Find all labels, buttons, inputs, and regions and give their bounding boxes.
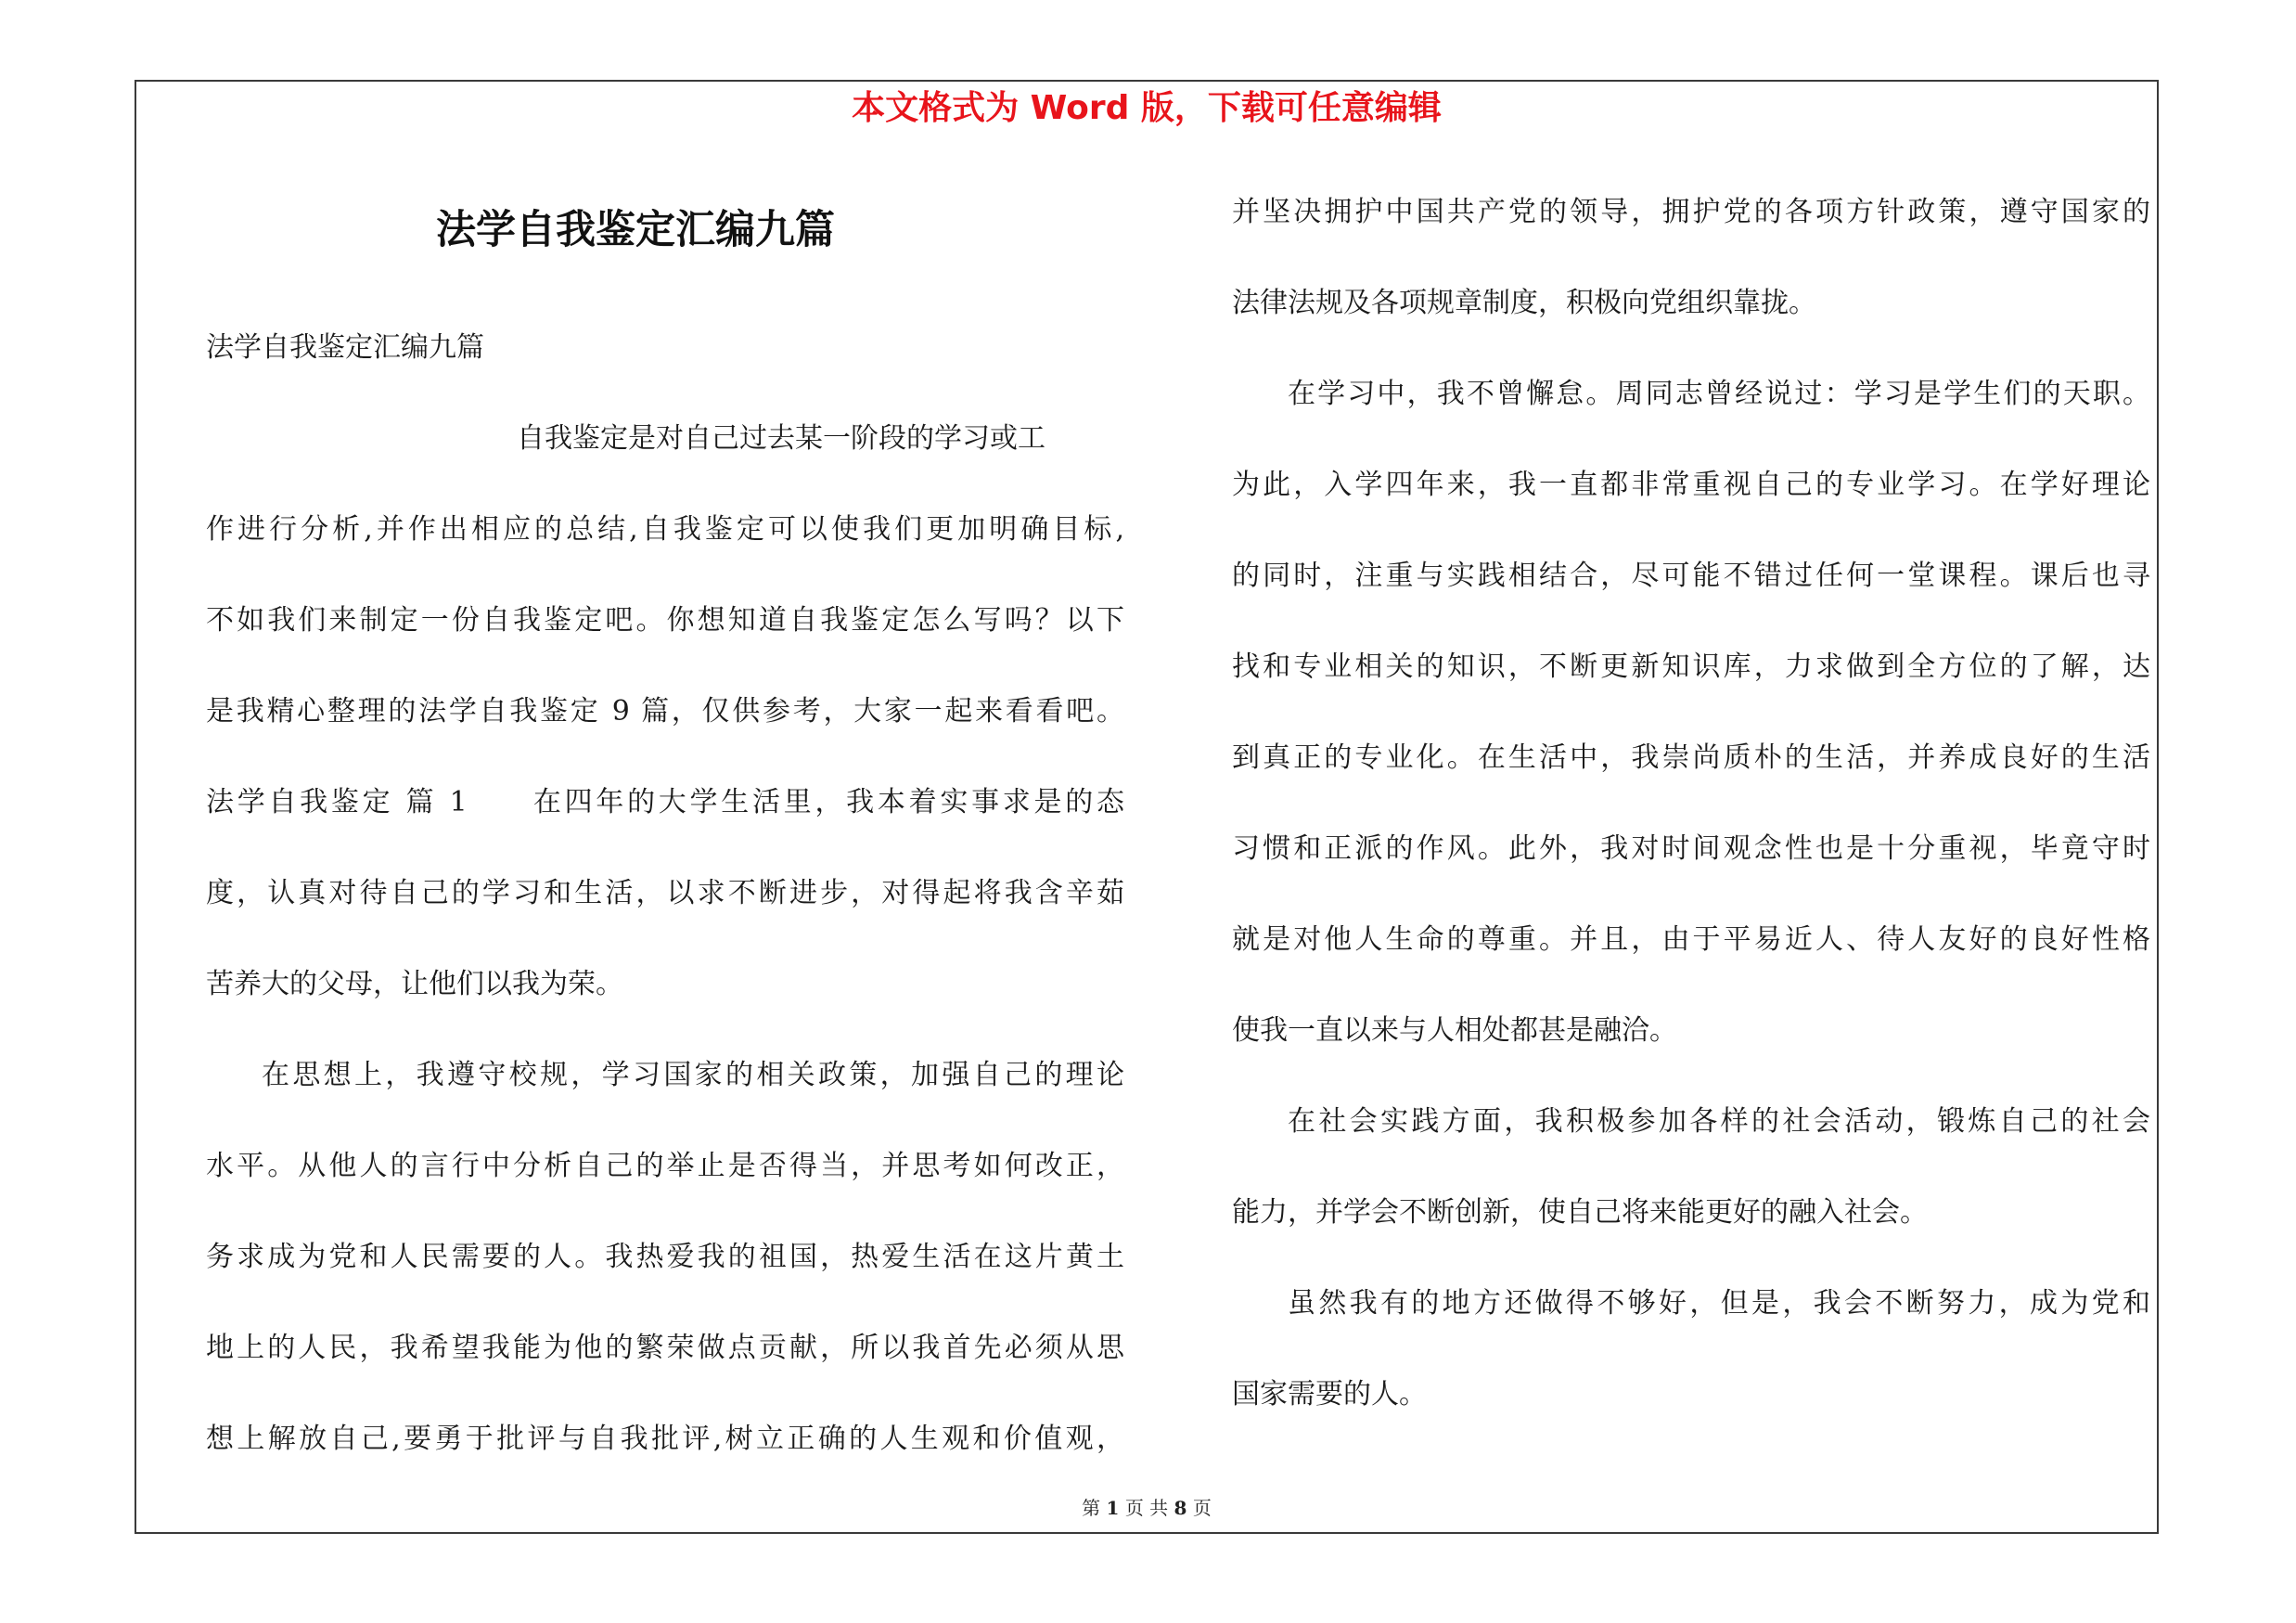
text-line: 在学习中，我不曾懈怠。周同志曾经说过：学习是学生们的天职。 — [1288, 378, 2150, 410]
text-line: 法学自我鉴定 篇 1 在四年的大学生活里，我本着实事求是的态 — [206, 786, 1124, 818]
text-line: 不如我们来制定一份自我鉴定吧。你想知道自我鉴定怎么写吗？以下 — [206, 604, 1124, 637]
text-line: 在思想上，我遵守校规，学习国家的相关政策，加强自己的理论 — [262, 1059, 1124, 1091]
footer-middle: 页 共 — [1124, 1497, 1169, 1519]
current-page-number: 1 — [1106, 1497, 1120, 1519]
page-footer — [135, 1496, 2159, 1520]
text-line: 自我鉴定是对自己过去某一阶段的学习或工 — [517, 422, 1045, 455]
text-line: 法律法规及各项规章制度，积极向党组织靠拢。 — [1232, 287, 1816, 319]
text-line: 使我一直以来与人相处都甚是融洽。 — [1232, 1014, 1677, 1047]
text-line: 是我精心整理的法学自我鉴定 9 篇，仅供参考，大家一起来看看吧。 — [206, 695, 1124, 728]
text-line: 地上的人民，我希望我能为他的繁荣做点贡献，所以我首先必须从思 — [206, 1332, 1124, 1364]
text-line: 虽然我有的地方还做得不够好，但是，我会不断努力，成为党和 — [1288, 1287, 2150, 1320]
left-text-column — [206, 303, 1124, 1485]
text-line: 习惯和正派的作风。此外，我对时间观念性也是十分重视，毕竟守时 — [1232, 832, 2150, 865]
text-line: 作进行分析,并作出相应的总结,自我鉴定可以使我们更加明确目标, — [206, 513, 1124, 546]
text-line: 在社会实践方面，我积极参加各样的社会活动，锻炼自己的社会 — [1288, 1105, 2150, 1138]
format-notice-banner: 本文格式为 Word 版，下载可任意编辑 — [852, 89, 1442, 127]
text-line: 度，认真对待自己的学习和生活，以求不断进步，对得起将我含辛茹 — [206, 877, 1124, 909]
footer-prefix: 第 — [1082, 1497, 1101, 1519]
text-line: 国家需要的人。 — [1232, 1378, 1427, 1410]
text-line: 找和专业相关的知识，不断更新知识库，力求做到全方位的了解，达 — [1232, 650, 2150, 683]
text-line: 到真正的专业化。在生活中，我崇尚质朴的生活，并养成良好的生活 — [1232, 741, 2150, 774]
footer-suffix: 页 — [1192, 1497, 1212, 1519]
text-line: 苦养大的父母，让他们以我为荣。 — [206, 968, 623, 1000]
text-line: 的同时，注重与实践相结合，尽可能不错过任何一堂课程。课后也寻 — [1232, 560, 2150, 592]
document-title: 法学自我鉴定汇编九篇 — [436, 207, 835, 253]
text-line: 就是对他人生命的尊重。并且，由于平易近人、待人友好的良好性格 — [1232, 923, 2150, 956]
text-line: 能力，并学会不断创新，使自己将来能更好的融入社会。 — [1232, 1196, 1928, 1229]
text-line: 为此，入学四年来，我一直都非常重视自己的专业学习。在学好理论 — [1232, 469, 2150, 501]
text-line: 水平。从他人的言行中分析自己的举止是否得当，并思考如何改正， — [206, 1150, 1124, 1182]
text-line: 务求成为党和人民需要的人。我热爱我的祖国，热爱生活在这片黄土 — [206, 1241, 1124, 1273]
text-line: 并坚决拥护中国共产党的领导，拥护党的各项方针政策，遵守国家的 — [1232, 196, 2150, 228]
text-line: 法学自我鉴定汇编九篇 — [206, 331, 484, 364]
right-text-column — [1232, 167, 2150, 1440]
total-page-count: 8 — [1174, 1497, 1187, 1519]
text-line: 想上解放自己,要勇于批评与自我批评,树立正确的人生观和价值观， — [206, 1423, 1124, 1455]
